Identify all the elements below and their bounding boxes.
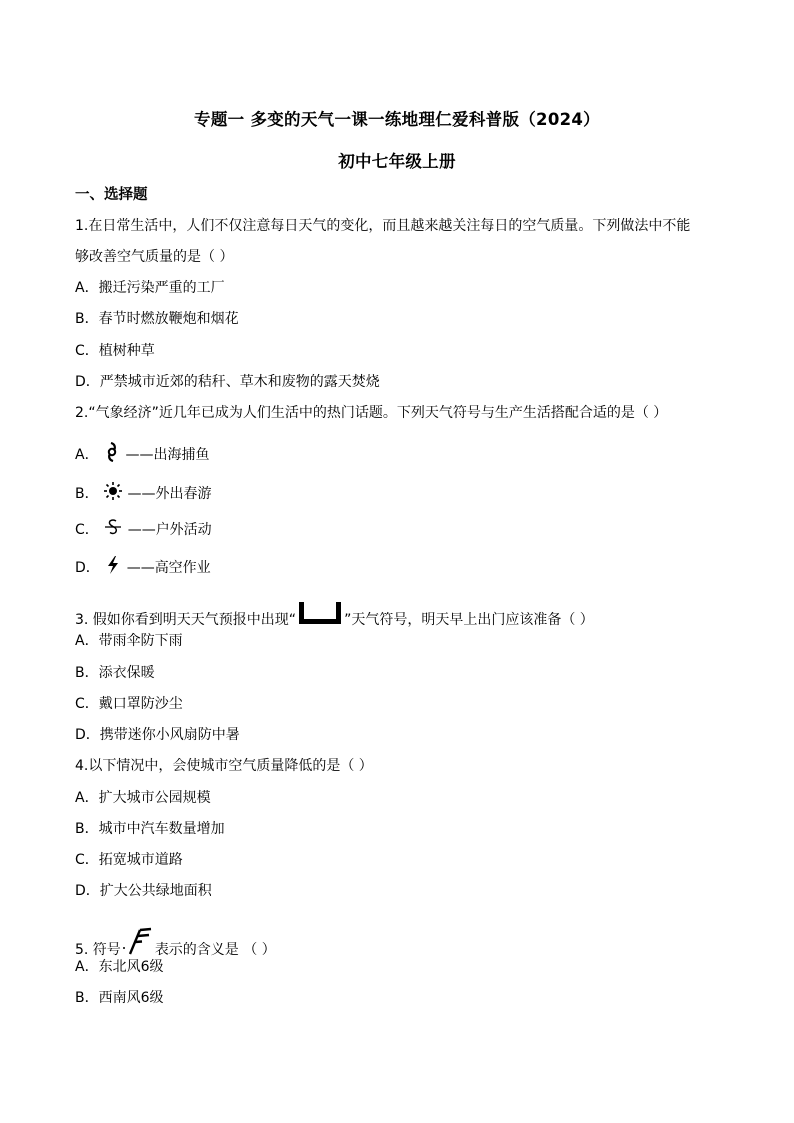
typhoon-icon — [103, 442, 121, 468]
option-text: ——高空作业 — [126, 560, 211, 576]
lightning-icon — [104, 555, 122, 581]
q3-option-c: C．戴口罩防沙尘 — [75, 696, 183, 712]
q1-option-a: A．搬迁污染严重的工厂 — [75, 280, 225, 296]
q3-option-d: D．携带迷你小风扇防中暑 — [75, 727, 240, 743]
q3-stem-after: ”天气符号，明天早上出门应该准备（ ） — [344, 612, 594, 628]
q5-stem-before: 5. 符号 — [75, 942, 121, 958]
q2-option-d — [75, 555, 211, 581]
q2-stem: 2.“气象经济”近几年已成为人们生活中的热门话题。下列天气符号与生产生活搭配合适的是（ ） — [75, 405, 668, 421]
q3-stem — [75, 600, 594, 632]
q1-option-c: C．植树种草 — [75, 343, 155, 359]
q3-option-b: B．添衣保暖 — [75, 665, 155, 681]
option-text: ——外出春游 — [127, 486, 212, 502]
q2-option-b — [75, 481, 212, 507]
page-title: 专题一 多变的天气一课一练地理仁爱科普版（2024） — [194, 110, 600, 129]
q4-option-b: B．城市中汽车数量增加 — [75, 821, 225, 837]
q3-stem-before: 3. 假如你看到明天天气预报中出现“ — [75, 612, 297, 628]
q1-option-b: B．春节时燃放鞭炮和烟花 — [75, 311, 239, 327]
q4-stem: 4.以下情况中，会使城市空气质量降低的是（ ） — [75, 758, 373, 774]
option-prefix: D． — [75, 560, 100, 576]
page-subtitle: 初中七年级上册 — [338, 152, 456, 171]
option-text: ——出海捕鱼 — [125, 447, 210, 463]
q3-option-a: A．带雨伞防下雨 — [75, 633, 183, 649]
section-heading: 一、选择题 — [75, 187, 148, 203]
q5-option-b: B．西南风6级 — [75, 990, 164, 1006]
q2-option-a — [75, 442, 209, 468]
cold-wave-icon — [296, 600, 344, 632]
sun-icon — [103, 481, 123, 507]
option-text: ——户外活动 — [127, 522, 212, 538]
q1-option-d: D．严禁城市近郊的秸秆、草木和废物的露天焚烧 — [75, 374, 380, 390]
q1-stem-line2: 够改善空气质量的是（ ） — [75, 249, 234, 265]
q4-option-c: C．拓宽城市道路 — [75, 852, 183, 868]
option-prefix: A． — [75, 447, 99, 463]
q5-stem-after: 表示的含义是 （ ） — [154, 942, 276, 958]
q2-option-c — [75, 517, 212, 543]
q5-option-a: A．东北风6级 — [75, 959, 164, 975]
option-prefix: C． — [75, 522, 99, 538]
sandstorm-icon — [103, 517, 123, 543]
option-prefix: B． — [75, 486, 99, 502]
q4-option-d: D．扩大公共绿地面积 — [75, 883, 212, 899]
q1-stem-line1: 1.在日常生活中，人们不仅注意每日天气的变化，而且越来越关注每日的空气质量。下列做法中不能 — [75, 218, 691, 234]
q4-option-a: A．扩大城市公园规模 — [75, 790, 211, 806]
